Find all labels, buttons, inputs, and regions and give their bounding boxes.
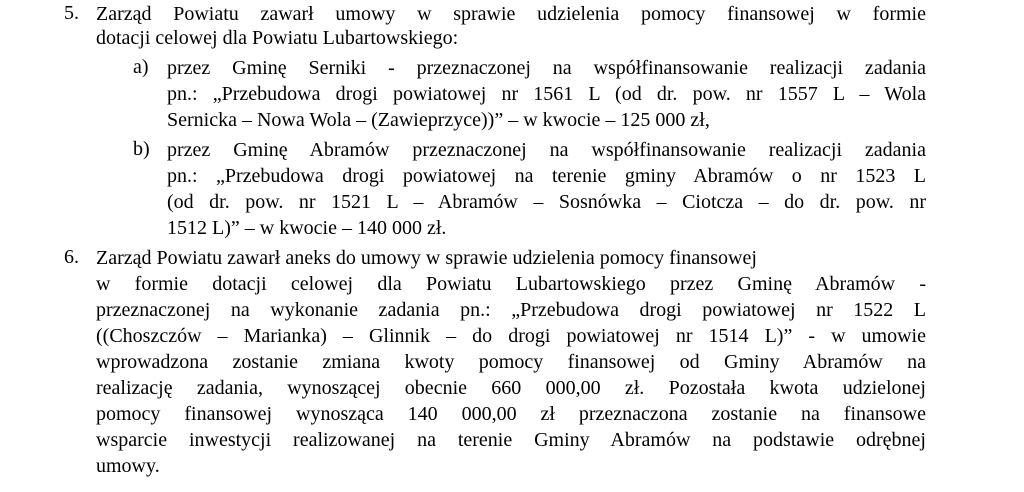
paragraph-line: pn.: „Przebudowa drogi powiatowej na terenie gminy Abramów o nr 1523 L: [167, 165, 926, 187]
paragraph-line: w formie dotacji celowej dla Powiatu Lubartowskiego przez Gminę Abramów -: [96, 273, 926, 295]
paragraph-line: wsparcie inwestycji realizowanej na terenie Gminy Abramów na podstawie odrębnej: [96, 429, 926, 451]
subitem-letter: b): [133, 138, 150, 160]
paragraph-line: umowy.: [96, 455, 160, 477]
paragraph-line: przeznaczonej na wykonanie zadania pn.: „Przebudowa drogi powiatowej nr 1522 L: [96, 299, 926, 321]
item-number: 5.: [64, 2, 79, 24]
paragraph-line: 1512 L)” – w kwocie – 140 000 zł.: [167, 217, 447, 239]
paragraph-line: przez Gminę Abramów przeznaczonej na współfinansowanie realizacji zadania: [167, 139, 926, 161]
paragraph-line: Sernicka – Nowa Wola – (Zawieprzyce))” – w kwocie – 125 000 zł,: [167, 109, 710, 131]
paragraph-line: przez Gminę Serniki - przeznaczonej na współfinansowanie realizacji zadania: [167, 57, 926, 79]
item-number: 6.: [64, 246, 79, 268]
subitem-letter: a): [133, 56, 149, 78]
paragraph-line: (od dr. pow. nr 1521 L – Abramów – Sosnówka – Ciotcza – do dr. pow. nr: [167, 191, 926, 213]
paragraph-line: Zarząd Powiatu zawarł aneks do umowy w sprawie udzielenia pomocy finansowej: [96, 247, 757, 269]
paragraph-line: wprowadzona zostanie zmiana kwoty pomocy finansowej od Gminy Abramów na: [96, 351, 926, 373]
paragraph-line: pn.: „Przebudowa drogi powiatowej nr 1561 L (od dr. pow. nr 1557 L – Wola: [167, 83, 926, 105]
paragraph-line: dotacji celowej dla Powiatu Lubartowskiego:: [96, 27, 459, 49]
paragraph-line: ((Choszczów – Marianka) – Glinnik – do drogi powiatowej nr 1514 L)” - w umowie: [96, 325, 926, 347]
paragraph-line: Zarząd Powiatu zawarł umowy w sprawie udzielenia pomocy finansowej w formie: [96, 3, 926, 25]
paragraph-line: pomocy finansowej wynosząca 140 000,00 zł przeznaczona zostanie na finansowe: [96, 403, 926, 425]
paragraph-line: realizację zadania, wynoszącej obecnie 660 000,00 zł. Pozostała kwota udzielonej: [96, 377, 926, 399]
